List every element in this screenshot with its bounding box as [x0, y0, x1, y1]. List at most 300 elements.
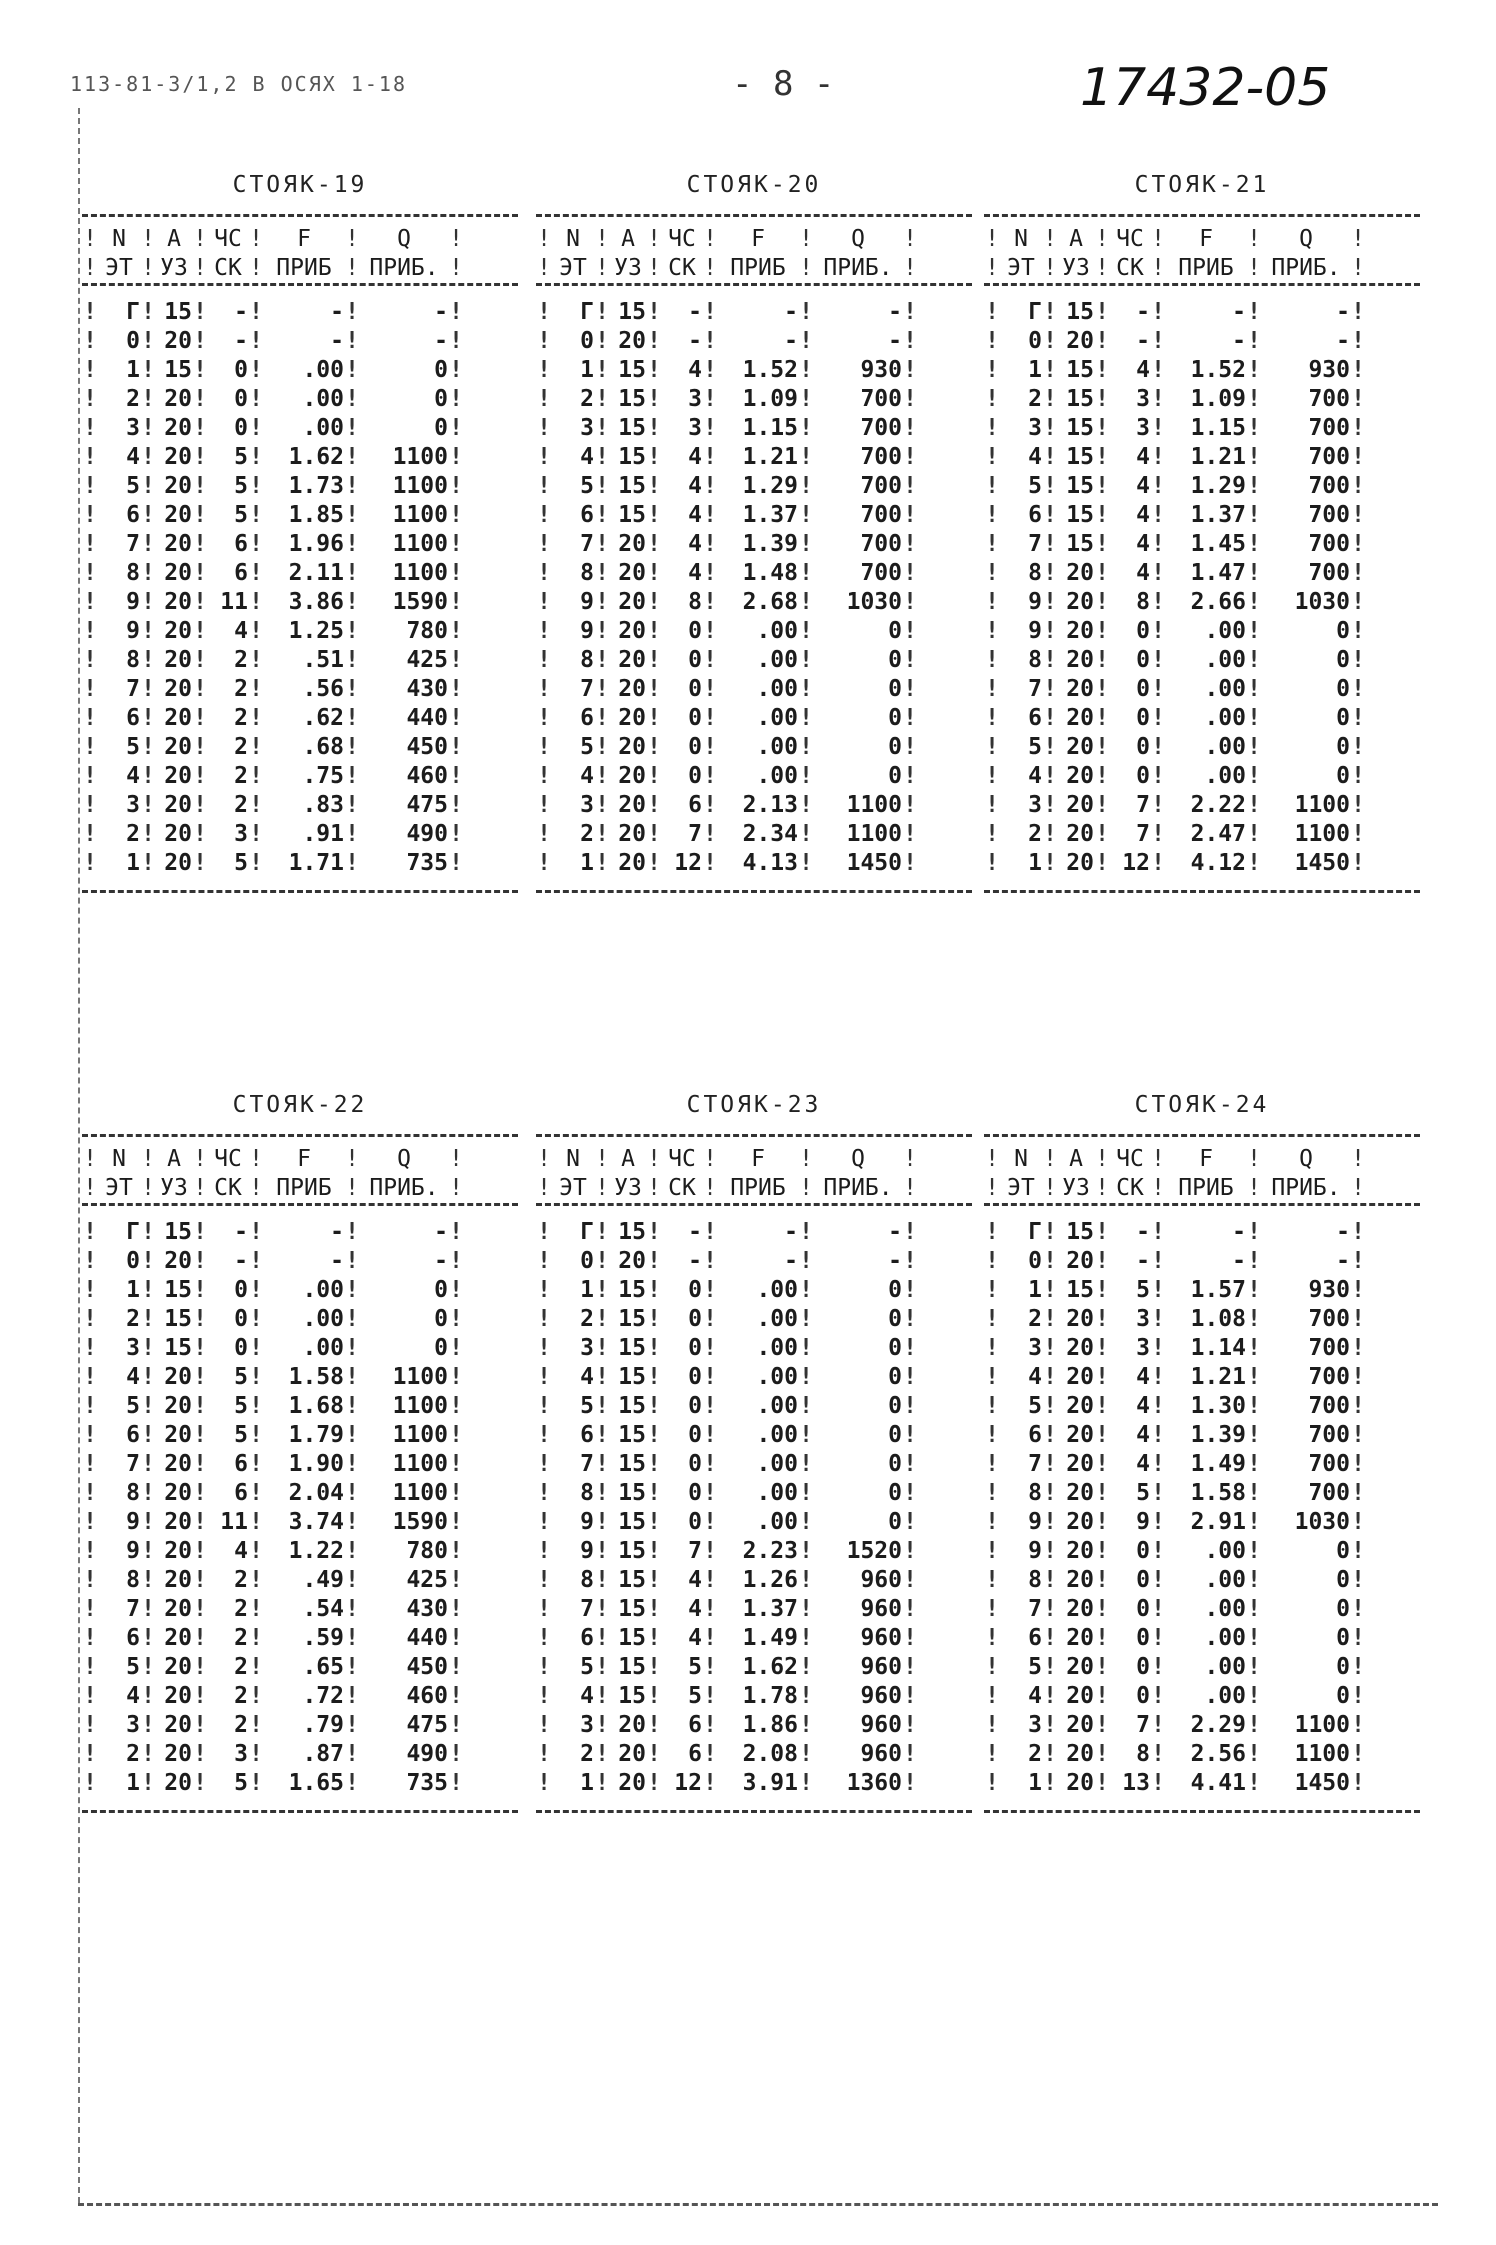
spacer — [536, 217, 972, 225]
column-separator: ! — [647, 1451, 661, 1477]
column-separator: ! — [449, 1712, 463, 1738]
cell-q: 1100 — [1294, 1741, 1350, 1767]
column-separator: ! — [703, 226, 717, 252]
cell-q: ПРИБ. — [823, 255, 893, 281]
cell-f: ПРИБ — [276, 1175, 332, 1201]
column-separator: ! — [1351, 589, 1365, 615]
column-separator: ! — [83, 821, 97, 847]
column-separator: ! — [1151, 1219, 1165, 1245]
cell-a: 20 — [618, 676, 646, 702]
column-separator: ! — [1247, 415, 1261, 441]
column-separator: ! — [1043, 1393, 1057, 1419]
cell-q: 440 — [406, 1625, 448, 1651]
table-row — [536, 588, 972, 617]
column-separator: ! — [903, 1770, 917, 1796]
cell-ch: СК — [668, 1175, 696, 1201]
column-separator: ! — [595, 821, 609, 847]
column-separator: ! — [249, 1683, 263, 1709]
spacer — [82, 878, 518, 890]
column-separator: ! — [1247, 357, 1261, 383]
column-separator: ! — [799, 1451, 813, 1477]
cell-a: 20 — [164, 1422, 192, 1448]
column-separator: ! — [449, 328, 463, 354]
cell-f: ПРИБ — [1178, 255, 1234, 281]
riser-table — [984, 1134, 1420, 1813]
column-separator: ! — [1043, 850, 1057, 876]
column-separator: ! — [537, 1422, 551, 1448]
cell-a: 15 — [618, 502, 646, 528]
table-row — [82, 1653, 518, 1682]
column-separator: ! — [1095, 357, 1109, 383]
cell-a: 20 — [164, 589, 192, 615]
cell-n: 9 — [580, 1538, 594, 1564]
cell-n: 7 — [580, 531, 594, 557]
cell-ch: 4 — [1136, 1364, 1150, 1390]
column-separator: ! — [1151, 1451, 1165, 1477]
table-row — [82, 1247, 518, 1276]
column-separator: ! — [449, 618, 463, 644]
column-separator: ! — [193, 328, 207, 354]
cell-f: 1.29 — [1190, 473, 1246, 499]
cell-q: 1100 — [392, 560, 448, 586]
cell-a: 15 — [618, 1393, 646, 1419]
table-row — [984, 1450, 1420, 1479]
column-separator: ! — [83, 1683, 97, 1709]
cell-n: 3 — [126, 415, 140, 441]
cell-a: 20 — [1066, 1364, 1094, 1390]
cell-q: 0 — [888, 618, 902, 644]
table-row — [82, 298, 518, 327]
column-separator: ! — [345, 1538, 359, 1564]
table-row — [82, 588, 518, 617]
column-separator: ! — [985, 386, 999, 412]
cell-f: .00 — [1204, 676, 1246, 702]
cell-q: Q — [1299, 1146, 1313, 1172]
cell-q: - — [434, 1219, 448, 1245]
cell-a: 20 — [164, 1625, 192, 1651]
column-separator: ! — [1043, 299, 1057, 325]
column-separator: ! — [647, 299, 661, 325]
cell-a: 15 — [618, 1364, 646, 1390]
cell-f: .00 — [756, 1422, 798, 1448]
table-row — [984, 646, 1420, 675]
cell-ch: 0 — [688, 1393, 702, 1419]
cell-f: 1.58 — [288, 1364, 344, 1390]
column-separator: ! — [647, 1364, 661, 1390]
column-separator: ! — [141, 1277, 155, 1303]
spacer — [536, 1206, 972, 1218]
cell-a: 20 — [1066, 589, 1094, 615]
cell-q: - — [1336, 1248, 1350, 1274]
table-row — [82, 791, 518, 820]
cell-a: 20 — [1066, 1683, 1094, 1709]
cell-q: 0 — [888, 1335, 902, 1361]
cell-n: 0 — [1028, 328, 1042, 354]
table-row — [536, 1305, 972, 1334]
column-separator: ! — [141, 1567, 155, 1593]
cell-n: 3 — [580, 415, 594, 441]
column-separator: ! — [985, 1248, 999, 1274]
column-separator: ! — [449, 1654, 463, 1680]
cell-q: 0 — [888, 1364, 902, 1390]
cell-a: 20 — [164, 1509, 192, 1535]
cell-n: 4 — [126, 1364, 140, 1390]
table-row — [984, 1479, 1420, 1508]
cell-q: 0 — [1336, 1596, 1350, 1622]
column-separator: ! — [1043, 1538, 1057, 1564]
cell-ch: 4 — [234, 618, 248, 644]
cell-q: 700 — [860, 386, 902, 412]
column-separator: ! — [83, 734, 97, 760]
column-separator: ! — [703, 444, 717, 470]
cell-f: 1.78 — [742, 1683, 798, 1709]
cell-a: 20 — [164, 1248, 192, 1274]
table-row — [536, 1421, 972, 1450]
cell-ch: СК — [1116, 1175, 1144, 1201]
cell-ch: 3 — [1136, 415, 1150, 441]
cell-q: 0 — [434, 1335, 448, 1361]
column-separator: ! — [141, 1393, 155, 1419]
column-separator: ! — [83, 444, 97, 470]
column-separator: ! — [537, 1451, 551, 1477]
cell-n: 8 — [126, 647, 140, 673]
column-separator: ! — [1095, 531, 1109, 557]
column-separator: ! — [141, 473, 155, 499]
cell-f: ПРИБ — [730, 255, 786, 281]
column-separator: ! — [249, 1364, 263, 1390]
column-separator: ! — [249, 299, 263, 325]
cell-f: 1.62 — [742, 1654, 798, 1680]
column-separator: ! — [1043, 589, 1057, 615]
cell-q: 0 — [888, 647, 902, 673]
column-separator: ! — [903, 1538, 917, 1564]
column-separator: ! — [703, 1219, 717, 1245]
cell-ch: 2 — [234, 792, 248, 818]
column-separator: ! — [249, 1422, 263, 1448]
column-separator: ! — [537, 850, 551, 876]
column-separator: ! — [1095, 1146, 1109, 1172]
cell-q: Q — [851, 1146, 865, 1172]
column-separator: ! — [703, 1451, 717, 1477]
cell-f: F — [297, 226, 311, 252]
table-row — [984, 1421, 1420, 1450]
table-row — [82, 704, 518, 733]
column-separator: ! — [1151, 792, 1165, 818]
column-separator: ! — [903, 1393, 917, 1419]
column-separator: ! — [647, 792, 661, 818]
riser-title: СТОЯК-19 — [232, 172, 368, 198]
column-separator: ! — [647, 473, 661, 499]
column-separator: ! — [449, 1306, 463, 1332]
column-separator: ! — [1247, 1596, 1261, 1622]
cell-n: 1 — [580, 357, 594, 383]
cell-f: 1.08 — [1190, 1306, 1246, 1332]
table-row — [82, 1421, 518, 1450]
table-row — [82, 1363, 518, 1392]
column-separator: ! — [595, 647, 609, 673]
column-separator: ! — [1095, 226, 1109, 252]
column-separator: ! — [83, 705, 97, 731]
cell-ch: 0 — [1136, 705, 1150, 731]
cell-a: 20 — [1066, 1538, 1094, 1564]
cell-n: 6 — [126, 1422, 140, 1448]
column-separator: ! — [345, 444, 359, 470]
column-separator: ! — [1351, 734, 1365, 760]
cell-ch: 0 — [1136, 1654, 1150, 1680]
cell-n: 3 — [1028, 415, 1042, 441]
cell-a: УЗ — [614, 255, 642, 281]
riser-title: СТОЯК-22 — [232, 1092, 368, 1118]
column-separator: ! — [703, 1364, 717, 1390]
column-separator: ! — [903, 1277, 917, 1303]
column-separator: ! — [647, 1567, 661, 1593]
cell-q: 0 — [888, 705, 902, 731]
cell-f: 1.86 — [742, 1712, 798, 1738]
cell-f: 2.34 — [742, 821, 798, 847]
cell-ch: 7 — [1136, 821, 1150, 847]
column-separator: ! — [595, 357, 609, 383]
column-separator: ! — [249, 705, 263, 731]
column-separator: ! — [345, 1480, 359, 1506]
column-separator: ! — [1247, 850, 1261, 876]
column-separator: ! — [903, 1422, 917, 1448]
cell-ch: 0 — [688, 1480, 702, 1506]
table-row — [536, 1566, 972, 1595]
cell-n: N — [1014, 1146, 1028, 1172]
column-separator: ! — [1043, 734, 1057, 760]
table-row — [82, 530, 518, 559]
table-row — [536, 820, 972, 849]
column-separator: ! — [1351, 792, 1365, 818]
column-separator: ! — [345, 705, 359, 731]
column-separator: ! — [537, 531, 551, 557]
column-separator: ! — [83, 1596, 97, 1622]
cell-a: 20 — [164, 734, 192, 760]
table-row — [536, 617, 972, 646]
column-separator: ! — [537, 1770, 551, 1796]
column-separator: ! — [1095, 1219, 1109, 1245]
column-separator: ! — [799, 1248, 813, 1274]
column-separator: ! — [193, 647, 207, 673]
column-separator: ! — [449, 1567, 463, 1593]
cell-a: 15 — [1066, 299, 1094, 325]
column-separator: ! — [799, 299, 813, 325]
cell-n: 4 — [126, 1683, 140, 1709]
cell-ch: 5 — [688, 1654, 702, 1680]
cell-a: 15 — [618, 1335, 646, 1361]
cell-a: 15 — [164, 1335, 192, 1361]
dashed-rule — [82, 1810, 518, 1813]
column-separator: ! — [985, 792, 999, 818]
cell-a: 20 — [164, 1480, 192, 1506]
column-separator: ! — [985, 1422, 999, 1448]
cell-ch: 12 — [674, 1770, 702, 1796]
column-separator: ! — [249, 618, 263, 644]
column-separator: ! — [703, 763, 717, 789]
column-separator: ! — [193, 502, 207, 528]
column-separator: ! — [1043, 1712, 1057, 1738]
column-separator: ! — [193, 705, 207, 731]
column-separator: ! — [1151, 1741, 1165, 1767]
cell-f: 1.09 — [1190, 386, 1246, 412]
column-separator: ! — [903, 1567, 917, 1593]
column-separator: ! — [193, 255, 207, 281]
column-separator: ! — [595, 502, 609, 528]
column-separator: ! — [193, 821, 207, 847]
column-separator: ! — [1095, 1712, 1109, 1738]
table-row — [536, 1595, 972, 1624]
column-separator: ! — [799, 1625, 813, 1651]
cell-f: 3.86 — [288, 589, 344, 615]
column-separator: ! — [193, 444, 207, 470]
column-separator: ! — [83, 386, 97, 412]
cell-ch: ЧС — [1116, 226, 1144, 252]
column-separator: ! — [449, 444, 463, 470]
cell-f: 1.65 — [288, 1770, 344, 1796]
cell-ch: 0 — [1136, 1596, 1150, 1622]
column-separator: ! — [345, 1567, 359, 1593]
column-separator: ! — [595, 1335, 609, 1361]
table-row — [536, 298, 972, 327]
cell-ch: 4 — [688, 560, 702, 586]
column-separator: ! — [193, 763, 207, 789]
column-separator: ! — [985, 473, 999, 499]
column-separator: ! — [345, 1654, 359, 1680]
spacer — [984, 217, 1420, 225]
column-separator: ! — [449, 1770, 463, 1796]
cell-f: .00 — [1204, 1654, 1246, 1680]
header-row — [984, 254, 1420, 283]
spacer — [984, 286, 1420, 298]
column-separator: ! — [1351, 226, 1365, 252]
table-row — [536, 559, 972, 588]
header-row — [82, 254, 518, 283]
cell-f: .00 — [1204, 1625, 1246, 1651]
column-separator: ! — [1247, 328, 1261, 354]
column-separator: ! — [345, 226, 359, 252]
column-separator: ! — [345, 1422, 359, 1448]
column-separator: ! — [141, 792, 155, 818]
cell-n: 5 — [126, 1393, 140, 1419]
cell-f: .00 — [1204, 1683, 1246, 1709]
column-separator: ! — [985, 226, 999, 252]
cell-q: 1100 — [1294, 1712, 1350, 1738]
column-separator: ! — [799, 850, 813, 876]
column-separator: ! — [595, 1596, 609, 1622]
cell-f: 1.52 — [1190, 357, 1246, 383]
column-separator: ! — [1043, 415, 1057, 441]
cell-ch: 0 — [234, 386, 248, 412]
column-separator: ! — [703, 705, 717, 731]
table-row — [82, 675, 518, 704]
cell-a: 20 — [1066, 676, 1094, 702]
cell-q: 0 — [1336, 676, 1350, 702]
column-separator: ! — [249, 415, 263, 441]
column-separator: ! — [903, 386, 917, 412]
column-separator: ! — [647, 226, 661, 252]
cell-f: 1.39 — [742, 531, 798, 557]
column-separator: ! — [141, 299, 155, 325]
column-separator: ! — [703, 299, 717, 325]
header-row — [536, 1174, 972, 1203]
column-separator: ! — [449, 1538, 463, 1564]
column-separator: ! — [1095, 1567, 1109, 1593]
cell-q: 930 — [1308, 1277, 1350, 1303]
cell-a: УЗ — [1062, 255, 1090, 281]
cell-a: 15 — [1066, 473, 1094, 499]
table-row — [536, 1653, 972, 1682]
column-separator: ! — [703, 386, 717, 412]
cell-a: А — [1069, 226, 1083, 252]
column-separator: ! — [595, 226, 609, 252]
column-separator: ! — [903, 676, 917, 702]
column-separator: ! — [1151, 1393, 1165, 1419]
cell-n: 1 — [126, 1277, 140, 1303]
column-separator: ! — [449, 676, 463, 702]
cell-ch: 2 — [234, 763, 248, 789]
cell-f: 1.30 — [1190, 1393, 1246, 1419]
column-separator: ! — [1247, 1451, 1261, 1477]
column-separator: ! — [647, 415, 661, 441]
cell-f: .51 — [302, 647, 344, 673]
cell-ch: 0 — [688, 1277, 702, 1303]
cell-q: 0 — [888, 1422, 902, 1448]
column-separator: ! — [1247, 1277, 1261, 1303]
column-separator: ! — [141, 676, 155, 702]
cell-a: 20 — [164, 1567, 192, 1593]
column-separator: ! — [83, 792, 97, 818]
table-row — [984, 1305, 1420, 1334]
column-separator: ! — [345, 647, 359, 673]
cell-a: УЗ — [1062, 1175, 1090, 1201]
cell-ch: 0 — [1136, 647, 1150, 673]
column-separator: ! — [703, 1683, 717, 1709]
cell-ch: 4 — [1136, 560, 1150, 586]
column-separator: ! — [903, 255, 917, 281]
cell-q: 930 — [860, 357, 902, 383]
column-separator: ! — [537, 676, 551, 702]
cell-f: 1.49 — [1190, 1451, 1246, 1477]
cell-n: 4 — [126, 444, 140, 470]
cell-q: 0 — [888, 1277, 902, 1303]
header-row — [82, 1145, 518, 1174]
cell-q: 735 — [406, 850, 448, 876]
cell-f: 4.41 — [1190, 1770, 1246, 1796]
cell-a: 15 — [618, 1654, 646, 1680]
column-separator: ! — [141, 1538, 155, 1564]
column-separator: ! — [985, 821, 999, 847]
cell-q: 0 — [1336, 734, 1350, 760]
column-separator: ! — [1247, 647, 1261, 673]
column-separator: ! — [799, 502, 813, 528]
table-row — [82, 1508, 518, 1537]
cell-n: 6 — [126, 502, 140, 528]
table-row — [82, 1392, 518, 1421]
column-separator: ! — [903, 357, 917, 383]
cell-a: 20 — [618, 850, 646, 876]
column-separator: ! — [703, 1625, 717, 1651]
column-separator: ! — [1095, 1335, 1109, 1361]
cell-q: 0 — [888, 763, 902, 789]
column-separator: ! — [1351, 1451, 1365, 1477]
cell-f: - — [330, 328, 344, 354]
column-separator: ! — [193, 473, 207, 499]
column-separator: ! — [647, 1625, 661, 1651]
column-separator: ! — [647, 1306, 661, 1332]
column-separator: ! — [83, 531, 97, 557]
cell-ch: 5 — [234, 850, 248, 876]
cell-q: 0 — [434, 415, 448, 441]
